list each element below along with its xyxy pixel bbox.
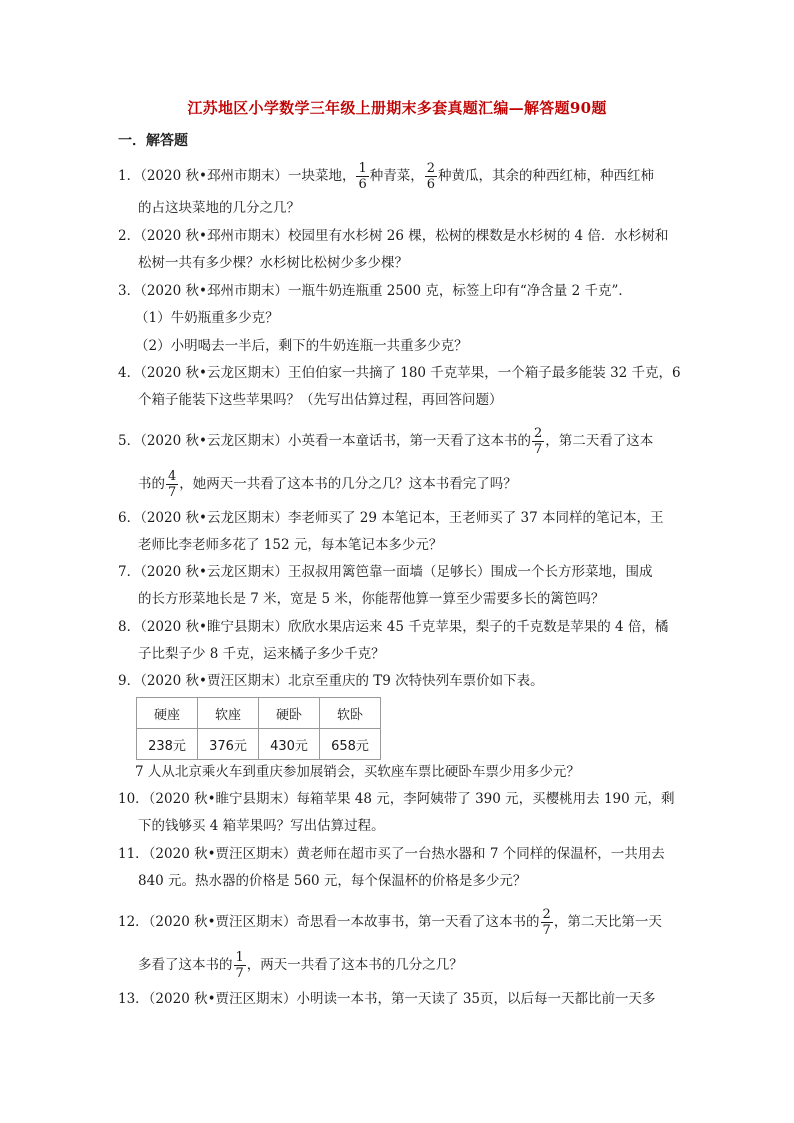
question-2-line-1: 2．（2020 秋•邳州市期末）校园里有水杉树 26 棵，松树的棵数是水杉树的 4 倍．水杉树和 [118,228,669,244]
table-header-cell: 硬卧 [259,698,320,729]
question-10-line-1: 10．（2020 秋•睢宁县期末）每箱苹果 48 元，李阿姨带了 390 元，买樱桃用去 190 元，剩 [118,791,675,807]
table-header-cell: 软座 [198,698,259,729]
question-13-line-1: 13．（2020 秋•贾汪区期末）小明读一本书，第一天读了 35页，以后每一天都比前一天多 [118,991,656,1007]
question-4-line-1: 4．（2020 秋•云龙区期末）王伯伯家一共摘了 180 千克苹果，一个箱子最多能装 32 千克，6 [118,365,681,381]
question-6-line-1: 6．（2020 秋•云龙区期末）李老师买了 29 本笔记本，王老师买了 37 本同样的笔记本，王 [118,510,664,526]
table-header-cell: 硬座 [137,698,198,729]
question-2-line-2: 松树一共有多少棵？水杉树比松树少多少棵？ [138,255,408,271]
fraction: $\frac{1}{7}$ [235,950,244,981]
question-8-line-2: 子比梨子少 8 千克，运来橘子多少千克？ [138,646,385,662]
fraction: $\frac{2}{7}$ [542,907,551,938]
table-row [137,729,381,760]
question-1-line-2: 的占这块菜地的几分之几？ [138,200,300,216]
page-title: 江苏地区小学数学三年级上册期末多套真题汇编—解答题90题 [187,99,607,117]
question-10-line-2: 下的钱够买 4 箱苹果吗？写出估算过程。 [138,818,385,834]
table-cell: 658元 [320,729,381,760]
question-5-line-2: 书的 $\frac{4}{7}$ ，她两天一共看了这本书的几分之几？这本书看完了吗？ [138,469,517,500]
question-3-part-1: （1）牛奶瓶重多少克？ [135,310,279,326]
question-7-line-2: 的长方形菜地长是 7 米，宽是 5 米，你能帮他算一算至少需要多长的篱笆吗？ [138,591,605,607]
question-12-line-1: 12．（2020 秋•贾汪区期末）奇思看一本故事书，第一天看了这本书的 $\frac{2}{7}$ ，第二天比第一天 [118,907,662,938]
question-1-text: 1．（2020 秋•邳州市期末）一块菜地， [118,168,356,184]
fraction: $\frac{2}{6}$ [426,161,436,192]
table-cell: 430元 [259,729,320,760]
question-9-line-1: 9．（2020 秋•贾汪区期末）北京至重庆的 T9 次特快列车票价如下表。 [118,673,544,689]
table-cell: 376元 [198,729,259,760]
fraction: $\frac{4}{7}$ [168,469,177,500]
question-3-part-2: （2）小明喝去一半后，剩下的牛奶连瓶一共重多少克？ [135,338,468,354]
fraction: $\frac{1}{6}$ [358,161,367,192]
question-3-line-1: 3．（2020 秋•邳州市期末）一瓶牛奶连瓶重 2500 克，标签上印有“净含量 2 千克”． [118,283,632,299]
table-header-cell: 软卧 [320,698,381,729]
question-7-line-1: 7．（2020 秋•云龙区期末）王叔叔用篱笆靠一面墙（足够长）围成一个长方形菜地，围成 [118,564,653,580]
question-4-line-2: 个箱子能装下这些苹果吗？（先写出估算过程，再回答问题） [138,392,503,408]
section-heading: 一．解答题 [118,133,188,149]
table-cell: 238元 [137,729,198,760]
question-11-line-2: 840 元。热水器的价格是 560 元，每个保温杯的价格是多少元？ [138,873,527,889]
question-11-line-1: 11．（2020 秋•贾汪区期末）黄老师在超市买了一台热水器和 7 个同样的保温杯，一共用去 [118,846,665,862]
question-6-line-2: 老师比李老师多花了 152 元，每本笔记本多少元？ [138,537,443,553]
question-9-line-2: 7 人从北京乘火车到重庆参加展销会，买软座车票比硬卧车票少用多少元？ [135,764,580,780]
question-5-line-1: 5．（2020 秋•云龙区期末）小英看一本童话书，第一天看了这本书的 $\frac{2}{7}$ ，第二天看了这本 [118,426,654,457]
table-header-row [137,698,381,729]
question-8-line-1: 8．（2020 秋•睢宁县期末）欣欣水果店运来 45 千克苹果，梨子的千克数是苹果的 4 倍，橘 [118,619,669,635]
fraction: $\frac{2}{7}$ [533,426,543,457]
ticket-price-table [136,697,381,760]
question-12-line-2: 多看了这本书的 $\frac{1}{7}$ ，两天一共看了这本书的几分之几？ [138,950,463,981]
question-1-line-1: 1．（2020 秋•邳州市期末）一块菜地， $\frac{1}{6}$ 种青菜， $\frac{2}{6}$ 种黄瓜，其余的种西红柿，种西红柿 [118,161,655,192]
